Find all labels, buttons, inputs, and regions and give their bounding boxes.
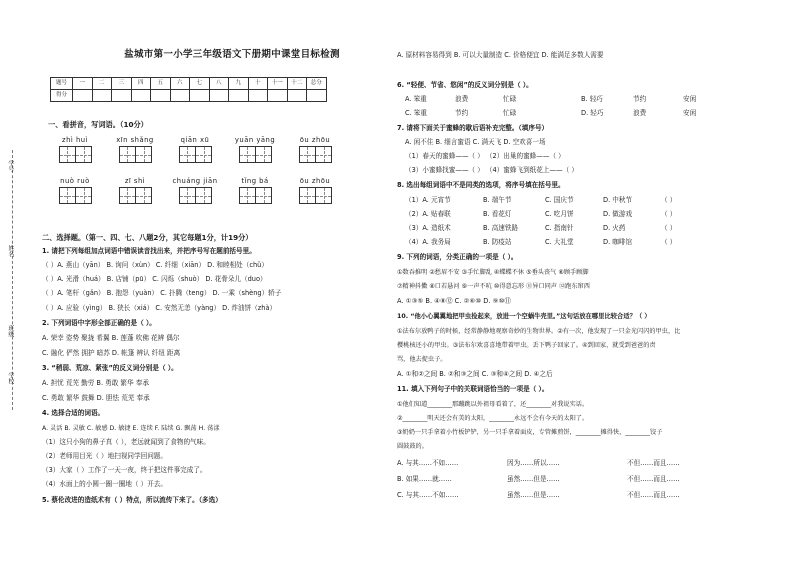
q8-cell: D. 中秋节 (603, 196, 633, 204)
score-cell: 十二 (287, 78, 307, 90)
q6-cell: 浪费 (455, 95, 469, 103)
score-cell: 七 (190, 78, 210, 90)
pinyin-item (172, 178, 218, 204)
q8-answer-blank[interactable]: （ ） (661, 224, 677, 232)
q6-cell: 浪费 (633, 109, 647, 117)
q7-stem: 7. 请将下面关于蜜蜂的歇后语补充完整。（填序号） (397, 124, 549, 132)
score-table-score-row (51, 90, 327, 102)
q6-cell: 忙碌 (503, 109, 517, 117)
score-input-cell[interactable] (112, 90, 132, 102)
score-cell: 五 (151, 78, 171, 90)
q8-row (405, 211, 701, 219)
q8-cell: B. 看花灯 (483, 210, 512, 218)
pinyin-text: nuò ruò (60, 177, 90, 185)
pinyin-item (292, 137, 338, 163)
pinyin-text: zhì huì (62, 136, 88, 144)
q11-line: 圆鼓鼓的。 (397, 443, 428, 450)
writing-box[interactable] (75, 187, 92, 204)
q11-cell: C. 与其……不如…… (397, 491, 459, 499)
writing-box[interactable] (179, 146, 196, 163)
q11-line: ③奶奶一只手拿着小竹板铲铲，另一只手拿着面皮，专管摊煎饼，________摊得快，________饺子 (397, 429, 663, 436)
q6-cell: B. 轻巧 (581, 95, 603, 103)
q11-row (397, 476, 717, 484)
pinyin-text: zī shì (124, 177, 146, 185)
q3-line: A. 担忧 荒芜 勤劳 B. 勇敢 繁华 奉承 (42, 379, 149, 387)
pinyin-text: ōu zhōu (299, 177, 331, 185)
student-id-label: 学号 (6, 160, 14, 172)
writing-box[interactable] (195, 146, 212, 163)
q5-options: A. 原材料容易得到 B. 可以大量制造 C. 价格便宜 D. 能满足多数人需要 (397, 51, 604, 59)
writing-box[interactable] (119, 146, 136, 163)
binding-line (12, 150, 13, 410)
q6-row (405, 96, 723, 104)
q9-line: ①数吞推明 ②愁眉不安 ③手忙脚乱 ④蝶蝶不休 ⑤垂头丧气 ⑥顾手顾脚 (397, 269, 589, 276)
q8-cell: B. 高速铁路 (483, 224, 519, 232)
q11-cell: 虽然……但是…… (507, 475, 560, 483)
q8-cell: C. 吃月饼 (545, 210, 574, 218)
q11-cell: 虽然……但是…… (507, 491, 560, 499)
class-label: 班级 (6, 325, 14, 337)
q8-answer-blank[interactable]: （ ） (661, 210, 677, 218)
q8-cell: D. 咖啡馆 (603, 238, 633, 246)
q8-stem: 8. 选出每组词语中不是同类的选项，将序号填在括号里。 (397, 181, 565, 189)
q7-options: A. 闲不住 B. 细言蜜语 C. 满天飞 D. 空欢喜一场 (405, 138, 546, 146)
q6-cell: 节约 (633, 95, 647, 103)
q10-options: A. ①和②之间 B. ②和③之间 C. ③和④之间 D. ④之后 (397, 370, 553, 378)
score-cell: 总分 (307, 78, 327, 90)
q1-line: （ ）A. 笔杆（gǎn） B. 抱怨（yuàn） C. 扑腾（teng） D. 一乘（shèng）轿子 (42, 289, 282, 297)
writing-box[interactable] (299, 146, 316, 163)
q6-cell: D. 轻巧 (581, 109, 604, 117)
q8-cell: C. 指南针 (545, 224, 574, 232)
q2-line: C. 融化 俨然 拥护 暗苏 D. 帐篷 辨认 纤纽 距离 (42, 349, 181, 357)
q8-cell: （3）A. 造纸术 (405, 224, 451, 232)
score-input-cell[interactable] (248, 90, 268, 102)
q8-row (405, 197, 701, 205)
q10-stem: 10. “他小心翼翼地把甲虫捡起来，放进一个空蜗牛壳里。”这句话放在哪里比较合适？（ ） (397, 313, 651, 320)
pinyin-text: tǐng bá (241, 177, 269, 185)
writing-box[interactable] (255, 146, 272, 163)
pinyin-item (112, 178, 158, 204)
q8-cell: B. 防疫站 (483, 238, 512, 246)
q11-cell: 不但……而且…… (627, 475, 680, 483)
score-input-cell[interactable] (151, 90, 171, 102)
q8-row (405, 225, 701, 233)
q4-line: （3）大家（ ）工作了一天一夜，终于把这件事完成了。 (42, 466, 207, 474)
score-input-cell[interactable] (170, 90, 190, 102)
q11-row (397, 492, 717, 500)
writing-box[interactable] (135, 146, 152, 163)
q9-stem: 9. 下列的词语，分类正确的一项是（ ）。 (397, 253, 518, 261)
q11-cell: A. 与其……不如…… (397, 459, 459, 467)
q8-answer-blank[interactable]: （ ） (661, 238, 677, 246)
pinyin-item (112, 137, 158, 163)
q9-line: ⑦精神抖擞 ⑧口若悬河 ⑨一声不吭 ⑩得意忘形 ⑪异口同声 ⑫跑东窜西 (397, 283, 590, 290)
pinyin-text: yuān yāng (234, 136, 276, 144)
pinyin-text: chuáng jiān (172, 177, 218, 185)
writing-box[interactable] (119, 187, 136, 204)
q6-cell: 忙碌 (503, 95, 517, 103)
pinyin-item (52, 137, 98, 163)
q4-line: （4）水面上的小圆一圈一圈地（ ）开去。 (42, 480, 167, 488)
pinyin-text: xīn shǎng (116, 136, 154, 144)
score-cell: 十 (248, 78, 268, 90)
q4-options: A. 灵活 B. 灵敏 C. 敏感 D. 敏捷 E. 连续 F. 陆续 G. 飘荡 H. 荡漾 (42, 425, 220, 432)
q2-line: A. 荣幸 姿势 聚拢 希翼 B. 莲蓬 吹佛 花辨 偶尔 (42, 334, 180, 342)
score-cell: 得分 (51, 90, 73, 102)
q8-answer-blank[interactable]: （ ） (661, 196, 677, 204)
writing-box[interactable] (195, 187, 212, 204)
q5-stem: 5. 蔡伦改进的造纸术有（ ）特点，所以流传下来了。（多选） (42, 496, 222, 504)
pinyin-text: ōu zhōu (299, 136, 331, 144)
writing-box[interactable] (59, 146, 76, 163)
q10-line: 骂，他去捉虫子。 (397, 356, 447, 363)
q11-row (397, 460, 717, 468)
q8-cell: （1）A. 元宵节 (405, 196, 451, 204)
writing-box[interactable] (315, 146, 332, 163)
name-label: 姓名 (6, 245, 14, 257)
q3-line: C. 勇敢 繁华 鼓舞 D. 胆怯 荒芜 奉承 (42, 394, 150, 402)
pinyin-row-1 (52, 137, 338, 163)
school-label: 学校 (6, 372, 14, 384)
score-input-cell[interactable] (73, 90, 93, 102)
q6-cell: A. 笨重 (405, 95, 427, 103)
q1-line: （ ）A. 光滑（huá） B. 店铺（pū） C. 闪烁（shuò） D. 花骨朵儿（duo） (42, 275, 267, 283)
q1-stem: 1. 请把下列每组加点词语中错误读音找出来，并把序号写在题前括号里。 (42, 247, 256, 255)
q4-line: （2）老师用目光（ ）地扫视同学回问题。 (42, 452, 167, 460)
q6-cell: 安闲 (683, 109, 697, 117)
writing-box[interactable] (179, 187, 196, 204)
score-cell: 一 (73, 78, 93, 90)
writing-box[interactable] (255, 187, 272, 204)
q6-cell: 安闲 (683, 95, 697, 103)
q8-cell: D. 火药 (603, 224, 626, 232)
pinyin-row-2 (52, 178, 338, 204)
q6-stem: 6. “轻便、节省、悠闲”的反义词分别是（ ）。 (397, 81, 533, 89)
q10-line: ①法布尔放鸭子的时候，经常静静地观察奇妙的生物世界。②有一次，他发现了一只金光闪闪的甲虫，比 (397, 328, 681, 335)
q8-cell: B. 端午节 (483, 196, 512, 204)
q10-line: 樱桃核还小的甲虫。③法布尔欢喜喜地带着甲虫。丢下鸭子回家了。④到回家，就受到爸爸的责 (397, 342, 656, 349)
score-cell: 三 (112, 78, 132, 90)
score-input-cell[interactable] (287, 90, 307, 102)
q1-line: （ ）A. 应验（yìng） B. 狭长（xiá） C. 安然无恙（yàng） D. 炸油饼（zhà） (42, 304, 277, 312)
q7-line: （3）小蜜蜂找蜜——（ ） （4）蜜蜂飞到纸花上——（ ） (405, 166, 578, 174)
score-input-cell[interactable] (307, 90, 327, 102)
section2-heading: 二、选择题。（第一、四、七、八题2分，其它每题1分，计19分） (42, 233, 253, 242)
pinyin-item (232, 137, 278, 163)
q8-cell: （2）A. 贴春联 (405, 210, 451, 218)
q8-cell: （4）A. 我务局 (405, 238, 451, 246)
q6-cell: C. 笨重 (405, 109, 427, 117)
writing-box[interactable] (239, 187, 256, 204)
q7-line: （1）春天的蜜蜂——（ ） （2）出巢的蜜蜂——（ ） (405, 152, 565, 160)
pinyin-item (292, 178, 338, 204)
pinyin-item (172, 137, 218, 163)
score-cell: 四 (131, 78, 151, 90)
q8-row (405, 239, 701, 247)
score-cell: 十一 (268, 78, 288, 90)
score-table (50, 77, 327, 102)
score-input-cell[interactable] (92, 90, 112, 102)
q11-cell: 因为……所以…… (507, 459, 560, 467)
score-cell: 六 (170, 78, 190, 90)
q11-cell: B. 如果……就…… (397, 475, 452, 483)
q11-line: ②________明天还会有美的太阳，________永远不会有今天的太阳了。 (397, 415, 589, 422)
pinyin-text: qiān xū (180, 136, 210, 144)
pinyin-item (52, 178, 98, 204)
q11-line: ①他们知道________那蹦跳以外祖母看着了，还________对我说实话。 (397, 401, 589, 408)
writing-box[interactable] (299, 187, 316, 204)
q8-cell: C. 国庆节 (545, 196, 574, 204)
q4-line: （1）这只小狗的鼻子真（ ），老远就闻到了食物的气味。 (42, 438, 210, 446)
writing-box[interactable] (135, 187, 152, 204)
q6-row (405, 110, 723, 118)
section1-heading: 一、看拼音，写词语。（10分） (48, 120, 148, 129)
score-input-cell[interactable] (209, 90, 229, 102)
q6-cell: 节约 (455, 109, 469, 117)
q1-line: （ ）A. 燕山（yān） B. 询问（xùn） C. 纤细（xiān） D. 和睦相处（chǔ） (42, 261, 268, 269)
score-cell: 二 (92, 78, 112, 90)
writing-box[interactable] (315, 187, 332, 204)
score-input-cell[interactable] (131, 90, 151, 102)
q11-stem: 11. 填入下列句子中的关联词语恰当的一项是（ ）。 (397, 385, 549, 393)
q11-cell: 不但……而且…… (627, 459, 680, 467)
q3-stem: 3. “稍弱、荒凉、紧张”的反义词分别是（ ）。 (42, 364, 178, 372)
q8-cell: C. 大礼堂 (545, 238, 574, 246)
score-input-cell[interactable] (190, 90, 210, 102)
pinyin-item (232, 178, 278, 204)
q8-cell: D. 做游戏 (603, 210, 633, 218)
q11-cell: 不但……而且…… (627, 491, 680, 499)
writing-box[interactable] (75, 146, 92, 163)
q2-stem: 2. 下列词语中字形全部正确的是（ ）。 (42, 319, 156, 327)
score-cell: 八 (209, 78, 229, 90)
page-title: 盐城市第一小学三年级语文下册期中课堂目标检测 (124, 49, 340, 60)
writing-box[interactable] (239, 146, 256, 163)
score-table-header-row (51, 78, 327, 90)
score-input-cell[interactable] (229, 90, 249, 102)
score-input-cell[interactable] (268, 90, 288, 102)
q4-stem: 4. 选择合适的词语。 (42, 409, 105, 417)
q9-options: A. ①③⑤ B. ④⑧⑫ C. ②⑥⑩ D. ⑨⑩⑪ (397, 297, 511, 305)
score-cell: 题号 (51, 78, 73, 90)
writing-box[interactable] (59, 187, 76, 204)
score-cell: 九 (229, 78, 249, 90)
